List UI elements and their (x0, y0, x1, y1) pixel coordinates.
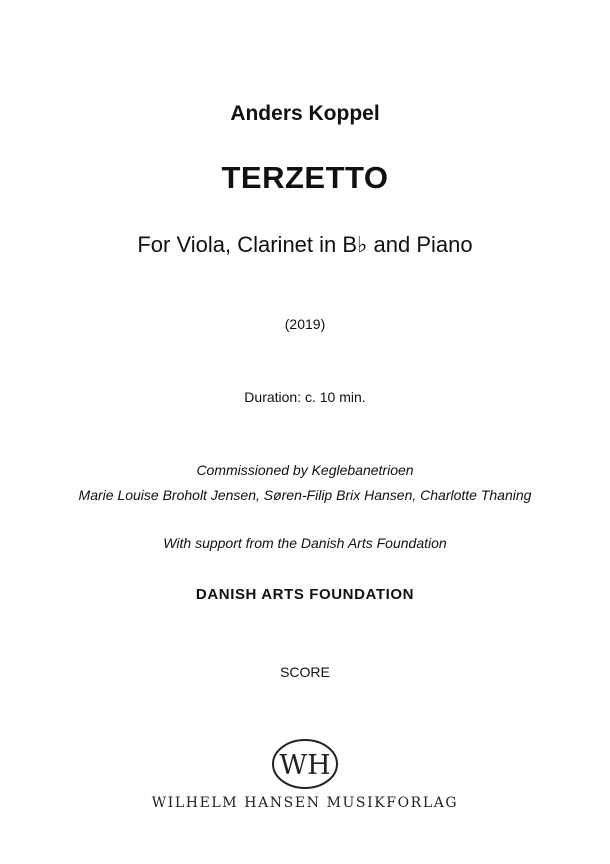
work-title: TERZETTO (221, 160, 389, 195)
logo-monogram: WH (279, 750, 331, 781)
commission-members: Marie Louise Broholt Jensen, Søren-Filip Brix Hansen, Charlotte Thaning (78, 487, 532, 503)
instrumentation-subtitle: For Viola, Clarinet in B♭ and Piano (137, 232, 473, 257)
edition-label: SCORE (280, 664, 330, 680)
publisher-wh-logo (270, 737, 340, 791)
composer-name: Anders Koppel (230, 102, 380, 125)
danish-arts-foundation-logo: DANISH ARTS FOUNDATION (195, 586, 415, 603)
composition-year: (2019) (284, 316, 326, 332)
support-text: With support from the Danish Arts Foundation (163, 535, 447, 551)
publisher-name: WILHELM HANSEN MUSIKFORLAG (151, 795, 459, 811)
duration-text: Duration: c. 10 min. (244, 389, 366, 405)
commission-line: Commissioned by Keglebanetrioen (196, 462, 414, 478)
